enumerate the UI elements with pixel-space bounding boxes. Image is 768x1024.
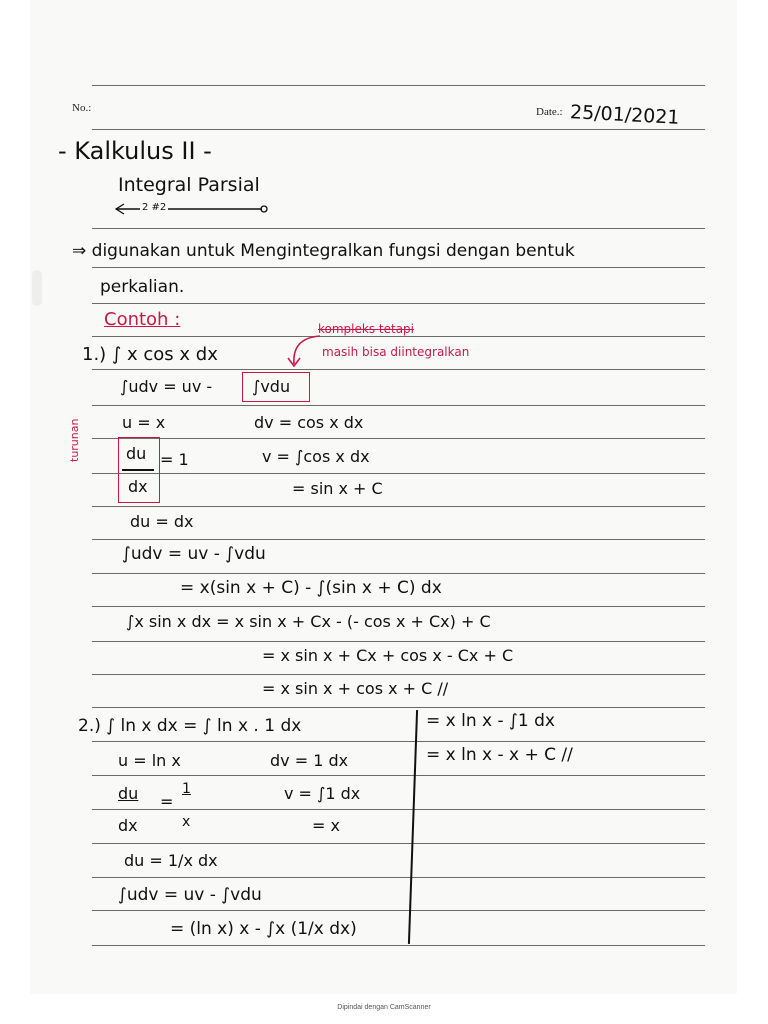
intro-line-1: ⇒ digunakan untuk Mengintegralkan fungsi dengan bentuk xyxy=(72,241,575,261)
example1-result-final: = x sin x + cos x + C // xyxy=(262,679,449,698)
ruled-line xyxy=(92,707,705,708)
ruled-line xyxy=(92,228,705,229)
example1-formula: ∫udv = uv - xyxy=(120,377,213,396)
ruled-line xyxy=(92,877,705,878)
example2-v: v = ∫1 dx xyxy=(284,784,361,803)
fraction-bar xyxy=(122,469,154,471)
ruled-line xyxy=(92,473,705,474)
ruled-line xyxy=(92,539,705,540)
contoh-label: Contoh : xyxy=(104,309,181,330)
example1-v-result: = sin x + C xyxy=(292,479,383,498)
example2-du-eq: = xyxy=(160,792,174,811)
ruled-line xyxy=(92,506,705,507)
annotation-turunan: turunan xyxy=(68,418,81,462)
example2-v-result: = x xyxy=(312,816,340,835)
example2-u: u = ln x xyxy=(118,751,181,770)
ruled-line xyxy=(92,405,705,406)
punch-hole xyxy=(32,270,42,306)
binding-margin xyxy=(0,0,30,994)
example2-du-top: du xyxy=(118,784,139,803)
example1-result-2: = x sin x + Cx + cos x - Cx + C xyxy=(262,646,514,665)
example2-dv: dv = 1 dx xyxy=(270,751,349,770)
intro-line-2: perkalian. xyxy=(100,277,185,297)
example1-dv: dv = cos x dx xyxy=(254,413,364,432)
example2-du-den: x xyxy=(182,814,191,830)
example2-du-line: du = 1/x dx xyxy=(124,851,218,870)
ruled-line xyxy=(92,573,705,574)
ruled-line xyxy=(92,775,705,776)
date-value: 25/01/2021 xyxy=(569,101,681,129)
ruled-line xyxy=(92,945,705,946)
date-label: Date.: xyxy=(536,106,563,118)
course-title: - Kalkulus II - xyxy=(58,137,212,165)
ruled-line xyxy=(92,85,705,86)
example1-problem: 1.) ∫ x cos x dx xyxy=(82,344,218,365)
ruled-line xyxy=(92,843,705,844)
ruled-line xyxy=(92,641,705,642)
ruled-line xyxy=(92,809,705,810)
example1-du-eq: = 1 xyxy=(160,450,189,469)
ruled-line xyxy=(92,336,705,337)
ruled-line xyxy=(92,606,705,607)
example2-formula: ∫udv = uv - ∫vdu xyxy=(118,885,262,905)
example1-u: u = x xyxy=(122,413,166,432)
example2-du-bottom: dx xyxy=(118,816,138,835)
ruled-line xyxy=(92,369,705,370)
example1-substitution: = x(sin x + C) - ∫(sin x + C) dx xyxy=(180,578,442,598)
title-subnote: 2 #2 xyxy=(142,202,167,213)
ruled-line xyxy=(92,303,705,304)
example2-right-2: = x ln x - x + C // xyxy=(426,745,573,765)
example2-problem: 2.) ∫ ln x dx = ∫ ln x . 1 dx xyxy=(78,716,302,736)
ruled-line xyxy=(92,674,705,675)
example1-formula-again: ∫udv = uv - ∫vdu xyxy=(122,544,266,564)
title-underline-arrow xyxy=(112,202,272,216)
annotation-complex-1: kompleks tetapi xyxy=(318,322,414,336)
scanner-watermark: Dipindai dengan CamScanner xyxy=(337,1004,431,1011)
ruled-line xyxy=(92,910,705,911)
example1-du-dx: du = dx xyxy=(130,512,194,531)
topic-title: Integral Parsial xyxy=(118,174,260,196)
example1-du-bottom: dx xyxy=(128,477,148,496)
annotation-arrow xyxy=(284,330,324,370)
example1-formula-boxed: ∫vdu xyxy=(252,377,291,396)
example1-v: v = ∫cos x dx xyxy=(262,447,370,466)
ruled-line xyxy=(92,267,705,268)
number-label: No.: xyxy=(72,102,92,114)
ruled-line xyxy=(92,129,705,130)
ruled-line xyxy=(92,741,705,742)
example1-result-1: ∫x sin x dx = x sin x + Cx - (- cos x + Cx) + C xyxy=(126,612,491,631)
ruled-line xyxy=(92,438,705,439)
example2-substitution: = (ln x) x - ∫x (1/x dx) xyxy=(170,919,357,939)
example2-du-num: 1 xyxy=(182,781,191,797)
annotation-complex-2: masih bisa diintegralkan xyxy=(322,345,470,359)
example2-right-1: = x ln x - ∫1 dx xyxy=(426,711,555,731)
example1-du-top: du xyxy=(126,444,147,463)
